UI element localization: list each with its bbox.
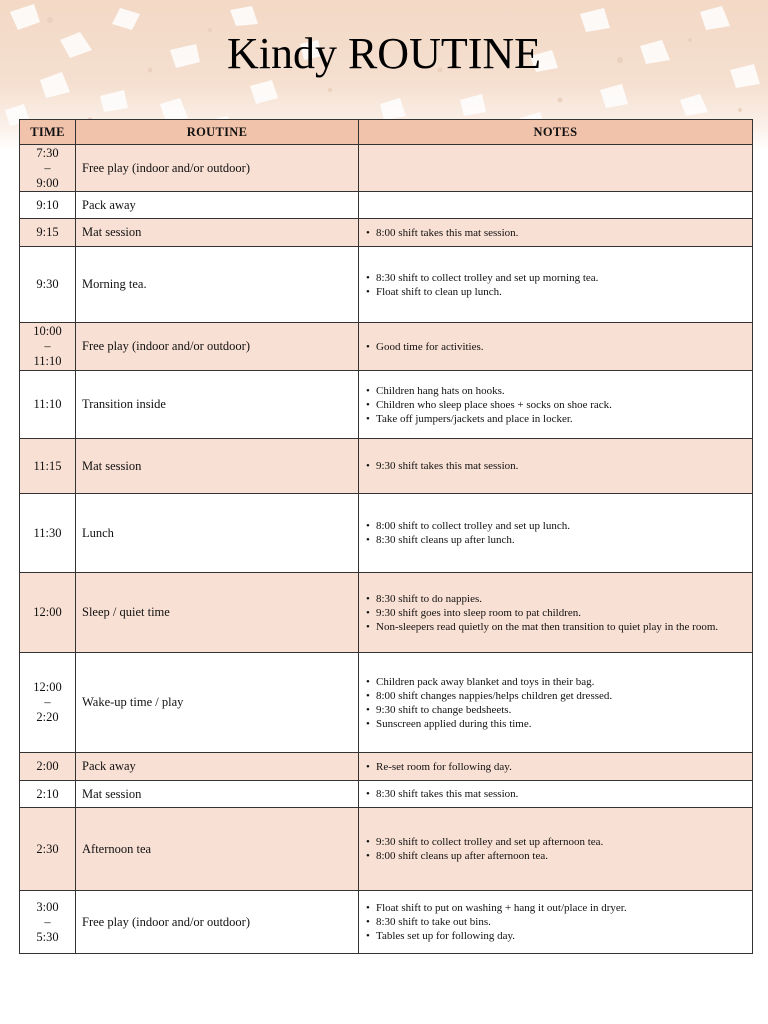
routine-cell: Free play (indoor and/or outdoor) [76, 145, 359, 192]
table-row [20, 891, 753, 954]
note-item: • Children pack away blanket and toys in their bag. [376, 675, 746, 689]
notes-list [365, 459, 746, 473]
note-item: • 9:30 shift takes this mat session. [376, 459, 746, 473]
routine-cell: Afternoon tea [76, 808, 359, 891]
note-item: • Tables set up for following day. [376, 929, 746, 943]
notes-list [365, 384, 746, 426]
routine-cell: Morning tea. [76, 247, 359, 323]
notes-cell [359, 494, 753, 573]
table-row [20, 653, 753, 753]
time-cell [20, 781, 76, 808]
time-cell [20, 247, 76, 323]
table-header-row [20, 120, 753, 145]
time-text: 9:15 [36, 225, 59, 239]
time-text: 10:00 [33, 324, 62, 338]
time-cell [20, 371, 76, 439]
time-text: – [44, 695, 51, 709]
note-item: • Re-set room for following day. [376, 760, 746, 774]
notes-list [365, 787, 746, 801]
table-row [20, 781, 753, 808]
notes-list [365, 519, 746, 547]
table-row [20, 439, 753, 494]
time-text: 9:30 [36, 277, 59, 291]
note-item: • 8:30 shift cleans up after lunch. [376, 533, 746, 547]
notes-list [365, 760, 746, 774]
routine-cell: Wake-up time / play [76, 653, 359, 753]
time-text: 11:30 [33, 525, 62, 540]
time-text: – [44, 160, 51, 175]
time-cell [20, 192, 76, 219]
routine-table-body [20, 145, 753, 954]
note-item: • Children hang hats on hooks. [376, 384, 746, 398]
time-text: – [44, 339, 51, 353]
notes-cell [359, 219, 753, 247]
time-text: 2:10 [36, 786, 59, 801]
notes-cell [359, 808, 753, 891]
note-item: • 8:30 shift to do nappies. [376, 592, 746, 606]
notes-cell [359, 323, 753, 371]
time-text: 2:30 [36, 841, 59, 856]
notes-cell [359, 192, 753, 219]
note-item: • Float shift to clean up lunch. [376, 285, 746, 299]
notes-list [365, 901, 746, 943]
note-item: • Float shift to put on washing + hang it out/place in dryer. [376, 901, 746, 915]
time-text: 12:00 [33, 605, 62, 619]
notes-cell [359, 781, 753, 808]
notes-cell [359, 573, 753, 653]
column-header-routine: ROUTINE [76, 120, 359, 145]
time-text: 2:00 [36, 759, 59, 773]
note-item: • 8:00 shift cleans up after afternoon tea. [376, 849, 746, 863]
time-text: 9:00 [36, 175, 59, 190]
notes-list [365, 592, 746, 634]
notes-list [365, 835, 746, 863]
time-cell [20, 891, 76, 954]
note-item: • 8:00 shift takes this mat session. [376, 226, 746, 240]
notes-list [365, 226, 746, 240]
time-cell [20, 753, 76, 781]
note-item: • 9:30 shift to change bedsheets. [376, 703, 746, 717]
time-text: – [44, 914, 51, 929]
notes-cell [359, 891, 753, 954]
routine-cell: Free play (indoor and/or outdoor) [76, 891, 359, 954]
routine-cell: Mat session [76, 219, 359, 247]
table-row [20, 219, 753, 247]
note-item: • 8:30 shift to collect trolley and set up morning tea. [376, 271, 746, 285]
table-row [20, 808, 753, 891]
time-text: 12:00 [33, 680, 62, 694]
routine-table [19, 119, 753, 954]
time-text: 5:30 [36, 929, 59, 944]
note-item: • Good time for activities. [376, 340, 746, 354]
notes-list [365, 340, 746, 354]
column-header-notes: NOTES [359, 120, 753, 145]
note-item: • 9:30 shift to collect trolley and set up afternoon tea. [376, 835, 746, 849]
table-row [20, 494, 753, 573]
time-cell [20, 439, 76, 494]
table-row [20, 573, 753, 653]
time-cell [20, 219, 76, 247]
notes-cell [359, 753, 753, 781]
notes-cell [359, 371, 753, 439]
routine-cell: Pack away [76, 753, 359, 781]
time-cell [20, 653, 76, 753]
notes-cell [359, 247, 753, 323]
notes-cell [359, 439, 753, 494]
time-text: 11:10 [33, 397, 62, 411]
notes-list [365, 271, 746, 299]
time-text: 3:00 [36, 899, 59, 914]
time-text: 2:20 [36, 710, 59, 724]
time-cell [20, 323, 76, 371]
note-item: • 9:30 shift goes into sleep room to pat children. [376, 606, 746, 620]
note-item: • Children who sleep place shoes + socks on shoe rack. [376, 398, 746, 412]
note-item: • Non-sleepers read quietly on the mat then transition to quiet play in the room. [376, 620, 746, 634]
page-title: Kindy ROUTINE [226, 29, 542, 78]
routine-cell: Mat session [76, 439, 359, 494]
time-cell [20, 494, 76, 573]
time-text: 9:10 [36, 197, 59, 212]
time-cell [20, 808, 76, 891]
time-cell [20, 145, 76, 192]
note-item: • 8:30 shift to take out bins. [376, 915, 746, 929]
routine-cell: Sleep / quiet time [76, 573, 359, 653]
note-item: • 8:00 shift to collect trolley and set up lunch. [376, 519, 746, 533]
routine-cell: Transition inside [76, 371, 359, 439]
note-item: • Sunscreen applied during this time. [376, 717, 746, 731]
notes-cell [359, 653, 753, 753]
routine-cell: Lunch [76, 494, 359, 573]
table-row [20, 323, 753, 371]
table-row [20, 145, 753, 192]
column-header-time: TIME [20, 120, 76, 145]
table-row [20, 753, 753, 781]
time-text: 11:10 [33, 354, 62, 368]
note-item: • Take off jumpers/jackets and place in locker. [376, 412, 746, 426]
notes-cell [359, 145, 753, 192]
note-item: • 8:30 shift takes this mat session. [376, 787, 746, 801]
note-item: • 8:00 shift changes nappies/helps children get dressed. [376, 689, 746, 703]
routine-cell: Mat session [76, 781, 359, 808]
table-row [20, 247, 753, 323]
routine-cell: Pack away [76, 192, 359, 219]
notes-list [365, 675, 746, 731]
table-row [20, 192, 753, 219]
time-text: 7:30 [36, 145, 59, 160]
routine-cell: Free play (indoor and/or outdoor) [76, 323, 359, 371]
table-row [20, 371, 753, 439]
time-cell [20, 573, 76, 653]
time-text: 11:15 [33, 458, 62, 473]
